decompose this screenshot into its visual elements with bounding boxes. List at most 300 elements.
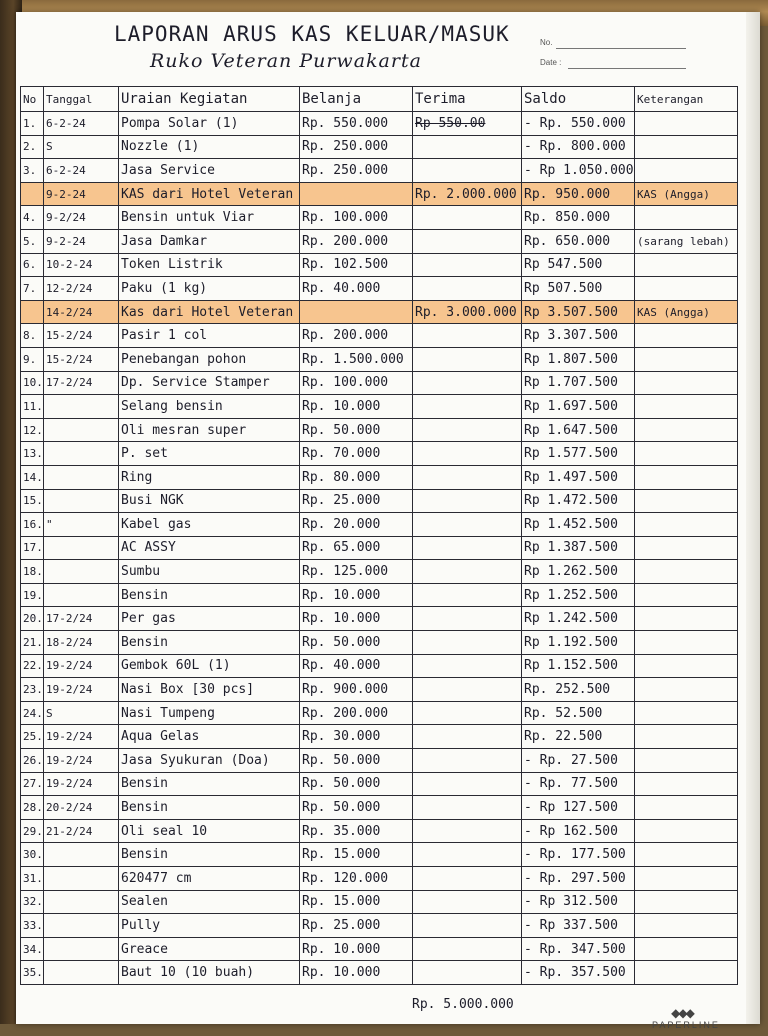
cell-keterangan bbox=[635, 442, 738, 466]
cell-tanggal: 19-2/24 bbox=[44, 725, 119, 749]
cell-terima bbox=[413, 513, 522, 537]
cell-no: 35. bbox=[21, 961, 44, 985]
cell-belanja: Rp. 65.000 bbox=[300, 536, 413, 560]
cell-saldo: - Rp. 27.500 bbox=[522, 749, 635, 773]
cell-terima bbox=[413, 607, 522, 631]
table-row bbox=[21, 418, 738, 442]
table-row bbox=[21, 725, 738, 749]
cell-no: 19. bbox=[21, 583, 44, 607]
cell-no: 1. bbox=[21, 112, 44, 136]
table-row bbox=[21, 513, 738, 537]
cell-tanggal bbox=[44, 465, 119, 489]
cell-uraian: Oli mesran super bbox=[119, 418, 300, 442]
cell-saldo: - Rp. 550.000 bbox=[522, 112, 635, 136]
cell-uraian: Bensin bbox=[119, 583, 300, 607]
cell-belanja: Rp. 1.500.000 bbox=[300, 347, 413, 371]
cell-uraian: Selang bensin bbox=[119, 395, 300, 419]
cell-terima bbox=[413, 749, 522, 773]
cell-terima bbox=[413, 465, 522, 489]
cell-no: 14. bbox=[21, 465, 44, 489]
cell-uraian: Pompa Solar (1) bbox=[119, 112, 300, 136]
cell-keterangan bbox=[635, 583, 738, 607]
cashflow-table bbox=[20, 86, 738, 985]
cell-no: 6. bbox=[21, 253, 44, 277]
cell-terima bbox=[413, 701, 522, 725]
paper-edge bbox=[746, 12, 760, 1024]
cell-saldo: - Rp 127.500 bbox=[522, 796, 635, 820]
table-row-kas-masuk bbox=[21, 182, 738, 206]
table-row bbox=[21, 371, 738, 395]
cell-uraian: Token Listrik bbox=[119, 253, 300, 277]
cell-uraian: Sealen bbox=[119, 890, 300, 914]
cell-belanja: Rp. 50.000 bbox=[300, 796, 413, 820]
cell-saldo: Rp 1.242.500 bbox=[522, 607, 635, 631]
cell-terima bbox=[413, 206, 522, 230]
table-row bbox=[21, 347, 738, 371]
cell-saldo: Rp 547.500 bbox=[522, 253, 635, 277]
table-row bbox=[21, 135, 738, 159]
cell-uraian: Aqua Gelas bbox=[119, 725, 300, 749]
cell-tanggal: 15-2/24 bbox=[44, 347, 119, 371]
cell-keterangan bbox=[635, 135, 738, 159]
cell-belanja: Rp. 10.000 bbox=[300, 395, 413, 419]
cell-no: 17. bbox=[21, 536, 44, 560]
cell-belanja: Rp. 50.000 bbox=[300, 631, 413, 655]
cell-tanggal: 21-2/24 bbox=[44, 819, 119, 843]
cell-uraian: Busi NGK bbox=[119, 489, 300, 513]
cell-keterangan bbox=[635, 371, 738, 395]
cell-belanja bbox=[300, 182, 413, 206]
cell-terima bbox=[413, 560, 522, 584]
cell-uraian: Penebangan pohon bbox=[119, 347, 300, 371]
cell-saldo: Rp 1.252.500 bbox=[522, 583, 635, 607]
cell-belanja: Rp. 25.000 bbox=[300, 914, 413, 938]
cell-saldo: Rp 1.697.500 bbox=[522, 395, 635, 419]
cell-keterangan bbox=[635, 206, 738, 230]
cell-uraian: Oli seal 10 bbox=[119, 819, 300, 843]
cell-tanggal bbox=[44, 560, 119, 584]
cell-no: 18. bbox=[21, 560, 44, 584]
table-row bbox=[21, 937, 738, 961]
table-row bbox=[21, 112, 738, 136]
cell-keterangan bbox=[635, 536, 738, 560]
cell-tanggal: S bbox=[44, 701, 119, 725]
cell-tanggal bbox=[44, 937, 119, 961]
cell-tanggal: 19-2/24 bbox=[44, 772, 119, 796]
cell-belanja: Rp. 30.000 bbox=[300, 725, 413, 749]
cell-no: 21. bbox=[21, 631, 44, 655]
cell-tanggal: 6-2-24 bbox=[44, 112, 119, 136]
cell-saldo: - Rp 337.500 bbox=[522, 914, 635, 938]
cell-no: 32. bbox=[21, 890, 44, 914]
cell-tanggal bbox=[44, 914, 119, 938]
cell-uraian: Nozzle (1) bbox=[119, 135, 300, 159]
cell-no: 31. bbox=[21, 867, 44, 891]
table-header-row bbox=[21, 87, 738, 112]
cell-no bbox=[21, 182, 44, 206]
cell-saldo: Rp 1.262.500 bbox=[522, 560, 635, 584]
cell-uraian: Bensin bbox=[119, 843, 300, 867]
cell-terima bbox=[413, 418, 522, 442]
table-row bbox=[21, 536, 738, 560]
cell-belanja: Rp. 40.000 bbox=[300, 277, 413, 301]
cell-keterangan bbox=[635, 324, 738, 348]
cell-belanja: Rp. 50.000 bbox=[300, 772, 413, 796]
cell-saldo: Rp 1.577.500 bbox=[522, 442, 635, 466]
cell-no: 24. bbox=[21, 701, 44, 725]
cell-tanggal bbox=[44, 395, 119, 419]
table-row bbox=[21, 749, 738, 773]
cell-terima bbox=[413, 772, 522, 796]
cell-tanggal: 14-2/24 bbox=[44, 300, 119, 324]
cell-keterangan bbox=[635, 347, 738, 371]
cell-keterangan bbox=[635, 890, 738, 914]
cell-no: 27. bbox=[21, 772, 44, 796]
cell-keterangan: KAS (Angga) bbox=[635, 182, 738, 206]
cell-tanggal: 9-2/24 bbox=[44, 206, 119, 230]
cell-no: 28. bbox=[21, 796, 44, 820]
table-row bbox=[21, 772, 738, 796]
col-header-belanja: Belanja bbox=[300, 87, 413, 112]
cell-belanja: Rp. 102.500 bbox=[300, 253, 413, 277]
cell-uraian: P. set bbox=[119, 442, 300, 466]
cell-tanggal bbox=[44, 418, 119, 442]
table-row bbox=[21, 867, 738, 891]
cell-terima bbox=[413, 159, 522, 183]
cell-belanja: Rp. 10.000 bbox=[300, 583, 413, 607]
cell-saldo: - Rp. 800.000 bbox=[522, 135, 635, 159]
cell-keterangan bbox=[635, 937, 738, 961]
cell-tanggal bbox=[44, 867, 119, 891]
cell-uraian: Bensin bbox=[119, 772, 300, 796]
cell-uraian: Bensin untuk Viar bbox=[119, 206, 300, 230]
cell-saldo: - Rp 1.050.000 bbox=[522, 159, 635, 183]
table-row bbox=[21, 914, 738, 938]
cell-belanja: Rp. 550.000 bbox=[300, 112, 413, 136]
cell-terima bbox=[413, 937, 522, 961]
cell-no: 8. bbox=[21, 324, 44, 348]
cell-belanja: Rp. 15.000 bbox=[300, 890, 413, 914]
date-line bbox=[568, 68, 686, 69]
cell-tanggal: " bbox=[44, 513, 119, 537]
cell-no: 30. bbox=[21, 843, 44, 867]
cell-keterangan bbox=[635, 843, 738, 867]
table-row bbox=[21, 583, 738, 607]
cell-tanggal: 19-2/24 bbox=[44, 654, 119, 678]
date-label: Date : bbox=[540, 58, 562, 67]
cell-uraian: Nasi Tumpeng bbox=[119, 701, 300, 725]
table-row bbox=[21, 395, 738, 419]
cell-terima: Rp. 2.000.000 bbox=[413, 182, 522, 206]
cell-no: 10. bbox=[21, 371, 44, 395]
cell-belanja: Rp. 100.000 bbox=[300, 206, 413, 230]
cell-belanja: Rp. 20.000 bbox=[300, 513, 413, 537]
terima-total: Rp. 5.000.000 bbox=[412, 997, 514, 1012]
cell-tanggal: 19-2/24 bbox=[44, 678, 119, 702]
cell-keterangan bbox=[635, 961, 738, 985]
cell-saldo: Rp. 850.000 bbox=[522, 206, 635, 230]
table-row bbox=[21, 465, 738, 489]
cell-belanja bbox=[300, 300, 413, 324]
cell-keterangan bbox=[635, 489, 738, 513]
cell-no: 34. bbox=[21, 937, 44, 961]
cell-keterangan bbox=[635, 465, 738, 489]
report-subtitle: Ruko Veteran Purwakarta bbox=[150, 50, 422, 72]
logo-text: PAPERLINE bbox=[652, 1020, 720, 1030]
cell-terima bbox=[413, 819, 522, 843]
table-row bbox=[21, 324, 738, 348]
cell-keterangan bbox=[635, 112, 738, 136]
table-row bbox=[21, 796, 738, 820]
cell-terima bbox=[413, 442, 522, 466]
cell-belanja: Rp. 80.000 bbox=[300, 465, 413, 489]
cell-keterangan bbox=[635, 701, 738, 725]
cell-terima bbox=[413, 536, 522, 560]
cell-tanggal: 18-2/24 bbox=[44, 631, 119, 655]
cell-no: 13. bbox=[21, 442, 44, 466]
cell-saldo: - Rp. 357.500 bbox=[522, 961, 635, 985]
cell-belanja: Rp. 25.000 bbox=[300, 489, 413, 513]
cell-terima bbox=[413, 654, 522, 678]
cell-no: 23. bbox=[21, 678, 44, 702]
no-line bbox=[556, 48, 686, 49]
cell-keterangan bbox=[635, 819, 738, 843]
cell-terima bbox=[413, 253, 522, 277]
col-header-terima: Terima bbox=[413, 87, 522, 112]
table-row bbox=[21, 489, 738, 513]
cell-keterangan bbox=[635, 725, 738, 749]
cell-no: 5. bbox=[21, 229, 44, 253]
cell-terima bbox=[413, 229, 522, 253]
cell-terima bbox=[413, 395, 522, 419]
cell-tanggal: S bbox=[44, 135, 119, 159]
cell-terima bbox=[413, 796, 522, 820]
cell-no: 11. bbox=[21, 395, 44, 419]
cell-no: 3. bbox=[21, 159, 44, 183]
table-row bbox=[21, 961, 738, 985]
ledger-page bbox=[16, 12, 760, 1030]
cell-tanggal: 9-2-24 bbox=[44, 182, 119, 206]
cell-saldo: Rp. 52.500 bbox=[522, 701, 635, 725]
cell-no: 20. bbox=[21, 607, 44, 631]
cell-tanggal: 17-2/24 bbox=[44, 371, 119, 395]
cell-terima bbox=[413, 890, 522, 914]
cell-belanja: Rp. 200.000 bbox=[300, 324, 413, 348]
cell-no: 7. bbox=[21, 277, 44, 301]
cell-belanja: Rp. 200.000 bbox=[300, 701, 413, 725]
cell-uraian: Pully bbox=[119, 914, 300, 938]
cell-keterangan bbox=[635, 631, 738, 655]
table-row bbox=[21, 819, 738, 843]
cell-no: 12. bbox=[21, 418, 44, 442]
cell-saldo: Rp 1.387.500 bbox=[522, 536, 635, 560]
col-header-tanggal: Tanggal bbox=[44, 87, 119, 112]
cell-saldo: Rp 1.497.500 bbox=[522, 465, 635, 489]
cell-terima bbox=[413, 583, 522, 607]
cell-saldo: - Rp. 77.500 bbox=[522, 772, 635, 796]
table-row bbox=[21, 159, 738, 183]
table-row bbox=[21, 701, 738, 725]
cell-uraian: Per gas bbox=[119, 607, 300, 631]
cell-belanja: Rp. 900.000 bbox=[300, 678, 413, 702]
cell-keterangan: (sarang lebah) bbox=[635, 229, 738, 253]
cell-no: 4. bbox=[21, 206, 44, 230]
cell-uraian: Ring bbox=[119, 465, 300, 489]
cell-terima bbox=[413, 489, 522, 513]
cell-no: 22. bbox=[21, 654, 44, 678]
cell-terima bbox=[413, 371, 522, 395]
cell-terima: Rp 550.00 bbox=[413, 112, 522, 136]
cell-tanggal bbox=[44, 489, 119, 513]
cell-uraian: Gembok 60L (1) bbox=[119, 654, 300, 678]
cell-keterangan bbox=[635, 277, 738, 301]
cell-terima bbox=[413, 631, 522, 655]
cell-tanggal: 9-2-24 bbox=[44, 229, 119, 253]
logo-chevrons-icon: ◆◆◆ bbox=[671, 1006, 693, 1020]
cell-terima bbox=[413, 725, 522, 749]
cell-keterangan bbox=[635, 395, 738, 419]
cell-uraian: Nasi Box [30 pcs] bbox=[119, 678, 300, 702]
cell-saldo: - Rp. 177.500 bbox=[522, 843, 635, 867]
table-row bbox=[21, 607, 738, 631]
table-row bbox=[21, 843, 738, 867]
cell-no: 2. bbox=[21, 135, 44, 159]
paperline-logo bbox=[652, 1006, 720, 1036]
cell-terima: Rp. 3.000.000 bbox=[413, 300, 522, 324]
cell-no bbox=[21, 300, 44, 324]
cell-terima bbox=[413, 347, 522, 371]
report-title: LAPORAN ARUS KAS KELUAR/MASUK bbox=[114, 22, 510, 46]
cell-saldo: Rp. 650.000 bbox=[522, 229, 635, 253]
cell-terima bbox=[413, 135, 522, 159]
cell-saldo: Rp 1.647.500 bbox=[522, 418, 635, 442]
cell-belanja: Rp. 35.000 bbox=[300, 819, 413, 843]
cell-saldo: Rp 1.452.500 bbox=[522, 513, 635, 537]
cell-saldo: Rp 1.707.500 bbox=[522, 371, 635, 395]
cell-keterangan bbox=[635, 654, 738, 678]
cell-keterangan bbox=[635, 867, 738, 891]
cell-belanja: Rp. 70.000 bbox=[300, 442, 413, 466]
col-header-keterangan: Keterangan bbox=[635, 87, 738, 112]
col-header-no: No bbox=[21, 87, 44, 112]
cell-keterangan bbox=[635, 560, 738, 584]
col-header-uraian: Uraian Kegiatan bbox=[119, 87, 300, 112]
no-label: No. bbox=[540, 38, 553, 47]
cell-keterangan bbox=[635, 796, 738, 820]
cell-uraian: Kas dari Hotel Veteran bbox=[119, 300, 300, 324]
cell-belanja: Rp. 250.000 bbox=[300, 159, 413, 183]
cell-saldo: - Rp 162.500 bbox=[522, 819, 635, 843]
table-row bbox=[21, 560, 738, 584]
cell-tanggal: 17-2/24 bbox=[44, 607, 119, 631]
table-row bbox=[21, 442, 738, 466]
cell-saldo: Rp 3.507.500 bbox=[522, 300, 635, 324]
cell-terima bbox=[413, 843, 522, 867]
cell-saldo: Rp. 252.500 bbox=[522, 678, 635, 702]
cell-uraian: Sumbu bbox=[119, 560, 300, 584]
cell-tanggal: 6-2-24 bbox=[44, 159, 119, 183]
cell-saldo: - Rp. 297.500 bbox=[522, 867, 635, 891]
table-row bbox=[21, 206, 738, 230]
cell-uraian: Bensin bbox=[119, 796, 300, 820]
col-header-saldo: Saldo bbox=[522, 87, 635, 112]
cell-keterangan: KAS (Angga) bbox=[635, 300, 738, 324]
cell-tanggal bbox=[44, 442, 119, 466]
cell-no: 16. bbox=[21, 513, 44, 537]
table-row bbox=[21, 229, 738, 253]
cell-terima bbox=[413, 867, 522, 891]
cell-belanja: Rp. 10.000 bbox=[300, 961, 413, 985]
cell-saldo: Rp 1.192.500 bbox=[522, 631, 635, 655]
table-row bbox=[21, 654, 738, 678]
cell-belanja: Rp. 125.000 bbox=[300, 560, 413, 584]
cell-saldo: Rp. 950.000 bbox=[522, 182, 635, 206]
cell-saldo: Rp 1.807.500 bbox=[522, 347, 635, 371]
cell-terima bbox=[413, 324, 522, 348]
cell-keterangan bbox=[635, 749, 738, 773]
cell-uraian: Jasa Syukuran (Doa) bbox=[119, 749, 300, 773]
cell-saldo: - Rp 312.500 bbox=[522, 890, 635, 914]
table-row bbox=[21, 253, 738, 277]
cell-tanggal: 19-2/24 bbox=[44, 749, 119, 773]
cell-keterangan bbox=[635, 607, 738, 631]
cell-tanggal bbox=[44, 961, 119, 985]
cell-saldo: Rp. 22.500 bbox=[522, 725, 635, 749]
cell-uraian: Jasa Damkar bbox=[119, 229, 300, 253]
cell-belanja: Rp. 100.000 bbox=[300, 371, 413, 395]
cell-keterangan bbox=[635, 772, 738, 796]
table-row bbox=[21, 277, 738, 301]
cell-tanggal bbox=[44, 536, 119, 560]
cell-tanggal bbox=[44, 890, 119, 914]
cell-uraian: 620477 cm bbox=[119, 867, 300, 891]
cell-keterangan bbox=[635, 159, 738, 183]
cell-no: 15. bbox=[21, 489, 44, 513]
cell-no: 9. bbox=[21, 347, 44, 371]
table-row bbox=[21, 890, 738, 914]
cell-belanja: Rp. 10.000 bbox=[300, 607, 413, 631]
cell-belanja: Rp. 40.000 bbox=[300, 654, 413, 678]
cell-belanja: Rp. 250.000 bbox=[300, 135, 413, 159]
cell-tanggal bbox=[44, 843, 119, 867]
table-body bbox=[21, 112, 738, 985]
cell-tanggal: 20-2/24 bbox=[44, 796, 119, 820]
cell-saldo: Rp 3.307.500 bbox=[522, 324, 635, 348]
cell-keterangan bbox=[635, 678, 738, 702]
cell-uraian: Pasir 1 col bbox=[119, 324, 300, 348]
cell-uraian: Kabel gas bbox=[119, 513, 300, 537]
cell-tanggal: 15-2/24 bbox=[44, 324, 119, 348]
cell-uraian: Bensin bbox=[119, 631, 300, 655]
cell-belanja: Rp. 120.000 bbox=[300, 867, 413, 891]
cell-terima bbox=[413, 961, 522, 985]
cell-belanja: Rp. 50.000 bbox=[300, 749, 413, 773]
cell-saldo: Rp 507.500 bbox=[522, 277, 635, 301]
table-row-kas-masuk bbox=[21, 300, 738, 324]
cell-uraian: Paku (1 kg) bbox=[119, 277, 300, 301]
cell-belanja: Rp. 10.000 bbox=[300, 937, 413, 961]
cell-tanggal: 12-2/24 bbox=[44, 277, 119, 301]
cell-no: 29. bbox=[21, 819, 44, 843]
cell-terima bbox=[413, 914, 522, 938]
cell-no: 25. bbox=[21, 725, 44, 749]
cell-no: 26. bbox=[21, 749, 44, 773]
table-row bbox=[21, 678, 738, 702]
cell-uraian: Baut 10 (10 buah) bbox=[119, 961, 300, 985]
cell-saldo: Rp 1.152.500 bbox=[522, 654, 635, 678]
cell-keterangan bbox=[635, 253, 738, 277]
cell-tanggal bbox=[44, 583, 119, 607]
